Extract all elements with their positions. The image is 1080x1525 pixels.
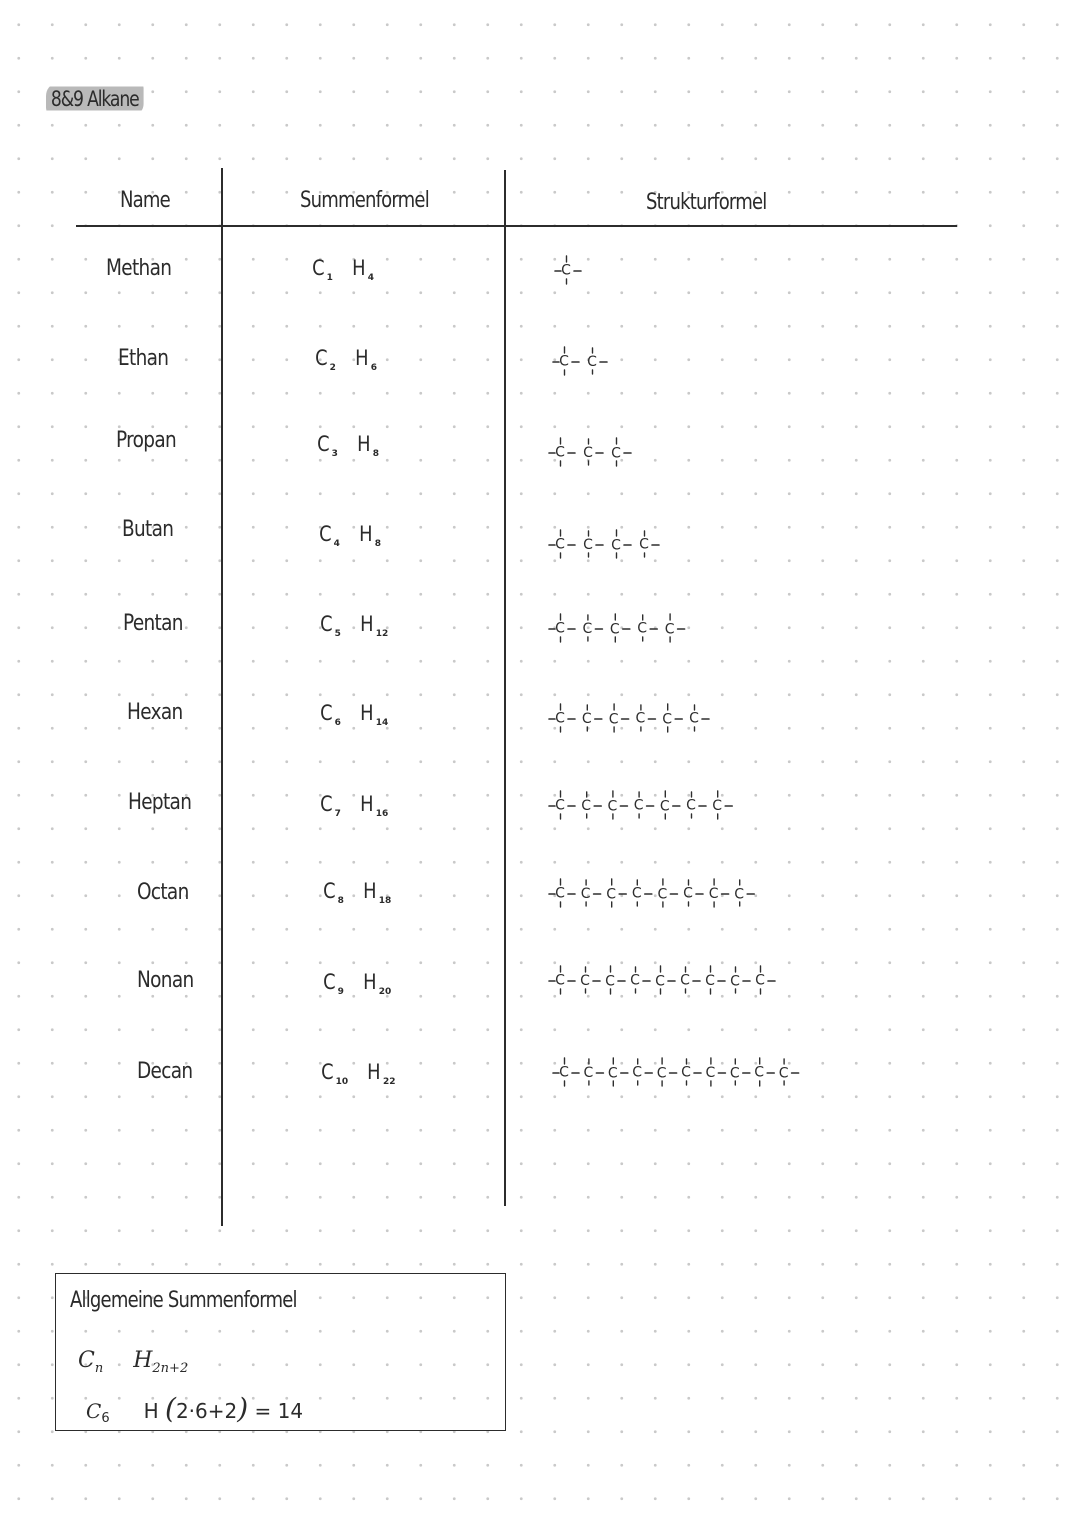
carbon-atom: C <box>587 354 597 370</box>
carbon-atom: C <box>712 798 723 814</box>
row-structure-nonan <box>547 963 788 997</box>
row-formula-propan: C $_3$ H $_8$ <box>317 432 379 459</box>
carbon-atom: C <box>664 621 675 638</box>
header-name: Name <box>120 188 170 213</box>
carbon-atom: C <box>662 711 673 728</box>
structure-formula-drawing <box>547 527 675 561</box>
carbon-atom: C <box>555 536 565 553</box>
carbon-atom: C <box>631 885 642 902</box>
carbon-atom: C <box>583 445 593 461</box>
carbon-atom: C <box>705 973 715 989</box>
row-structure-pentan <box>547 611 700 645</box>
carbon-atom: C <box>607 1065 618 1082</box>
carbon-atom: C <box>611 537 621 554</box>
carbon-atom: C <box>730 973 740 990</box>
column-divider-2 <box>504 170 506 1206</box>
carbon-atom: C <box>680 972 690 989</box>
structure-formula-drawing <box>547 611 700 645</box>
carbon-atom: C <box>555 797 565 814</box>
carbon-atom: C <box>583 1065 594 1081</box>
row-formula-nonan: C $_9$ H $_{20}$ <box>323 970 392 997</box>
row-name-ethan: Ethan <box>118 346 169 371</box>
structure-formula-drawing <box>551 344 623 378</box>
carbon-atom: C <box>635 710 646 727</box>
carbon-atom: C <box>608 711 619 728</box>
row-structure-decan <box>551 1055 811 1089</box>
carbon-atom: C <box>555 885 565 902</box>
carbon-atom: C <box>559 353 569 370</box>
structure-formula-drawing <box>553 253 597 287</box>
carbon-atom: C <box>581 711 592 727</box>
carbon-atom: C <box>729 1065 740 1082</box>
row-structure-hexan <box>547 701 724 735</box>
carbon-atom: C <box>607 798 618 815</box>
carbon-atom: C <box>555 444 565 461</box>
carbon-atom: C <box>555 620 565 637</box>
structure-formula-drawing <box>547 963 788 997</box>
carbon-atom: C <box>632 1064 643 1081</box>
row-name-hexan: Hexan <box>127 700 183 725</box>
carbon-atom: C <box>657 886 668 903</box>
row-structure-butan <box>547 527 675 561</box>
row-structure-ethan <box>551 344 623 378</box>
row-formula-butan: C $_4$ H $_8$ <box>319 522 381 549</box>
header-structure: Strukturformel <box>646 190 767 215</box>
carbon-atom: C <box>581 798 592 814</box>
carbon-atom: C <box>633 797 644 814</box>
structure-formula-drawing <box>547 788 746 822</box>
example-calculation: $C_6$ H (2·6+2) = 14 <box>86 1392 304 1426</box>
carbon-atom: C <box>611 445 621 462</box>
carbon-atom: C <box>708 886 719 902</box>
carbon-atom: C <box>580 973 590 989</box>
carbon-atom: C <box>637 620 648 637</box>
carbon-atom: C <box>689 710 699 727</box>
carbon-atom: C <box>582 621 593 637</box>
row-formula-octan: C $_8$ H $_{18}$ <box>323 879 392 906</box>
row-formula-heptan: C $_7$ H $_{16}$ <box>320 792 389 819</box>
general-formula-box <box>55 1273 506 1431</box>
row-name-butan: Butan <box>122 517 174 542</box>
structure-formula-drawing <box>547 876 768 910</box>
structure-formula-drawing <box>547 435 647 469</box>
row-name-propan: Propan <box>116 428 177 453</box>
carbon-atom: C <box>659 798 670 815</box>
carbon-atom: C <box>655 973 665 990</box>
carbon-atom: C <box>555 972 565 989</box>
column-divider-1 <box>221 168 223 1226</box>
row-formula-hexan: C $_6$ H $_{14}$ <box>320 701 389 728</box>
general-formula: $C_n$ $H_{2n+2}$ <box>78 1348 189 1376</box>
carbon-atom: C <box>778 1065 789 1082</box>
row-structure-propan <box>547 435 647 469</box>
carbon-atom: C <box>734 886 745 903</box>
row-formula-methan: C $_1$ H $_4$ <box>312 256 374 283</box>
carbon-atom: C <box>755 972 765 989</box>
row-structure-octan <box>547 876 768 910</box>
carbon-atom: C <box>561 262 571 279</box>
row-name-methan: Methan <box>106 256 172 281</box>
carbon-atom: C <box>686 797 696 814</box>
carbon-atom: C <box>555 710 565 727</box>
row-name-heptan: Heptan <box>128 790 192 815</box>
carbon-atom: C <box>630 972 640 989</box>
row-formula-decan: C $_{10}$ H $_{22}$ <box>321 1060 396 1087</box>
carbon-atom: C <box>683 885 693 902</box>
carbon-atom: C <box>580 886 591 902</box>
page-title: 8&9 Alkane <box>46 84 143 114</box>
header-divider <box>76 225 957 227</box>
general-formula-title: Allgemeine Summenformel <box>70 1288 297 1313</box>
header-sum-formula: Summenformel <box>300 188 429 213</box>
row-structure-heptan <box>547 788 746 822</box>
row-name-nonan: Nonan <box>137 968 194 993</box>
carbon-atom: C <box>754 1064 765 1081</box>
row-formula-pentan: C $_5$ H $_{12}$ <box>320 612 389 639</box>
row-formula-ethan: C $_2$ H $_6$ <box>315 346 377 373</box>
row-name-octan: Octan <box>137 880 189 905</box>
row-name-pentan: Pentan <box>123 611 183 636</box>
carbon-atom: C <box>559 1064 569 1081</box>
row-name-decan: Decan <box>137 1059 193 1084</box>
carbon-atom: C <box>605 973 615 990</box>
carbon-atom: C <box>609 621 620 638</box>
carbon-atom: C <box>639 536 649 553</box>
carbon-atom: C <box>705 1065 716 1081</box>
carbon-atom: C <box>656 1065 667 1082</box>
carbon-atom: C <box>583 537 593 553</box>
row-structure-methan <box>553 253 597 287</box>
structure-formula-drawing <box>551 1055 811 1089</box>
carbon-atom: C <box>606 886 617 903</box>
structure-formula-drawing <box>547 701 724 735</box>
carbon-atom: C <box>681 1064 691 1081</box>
